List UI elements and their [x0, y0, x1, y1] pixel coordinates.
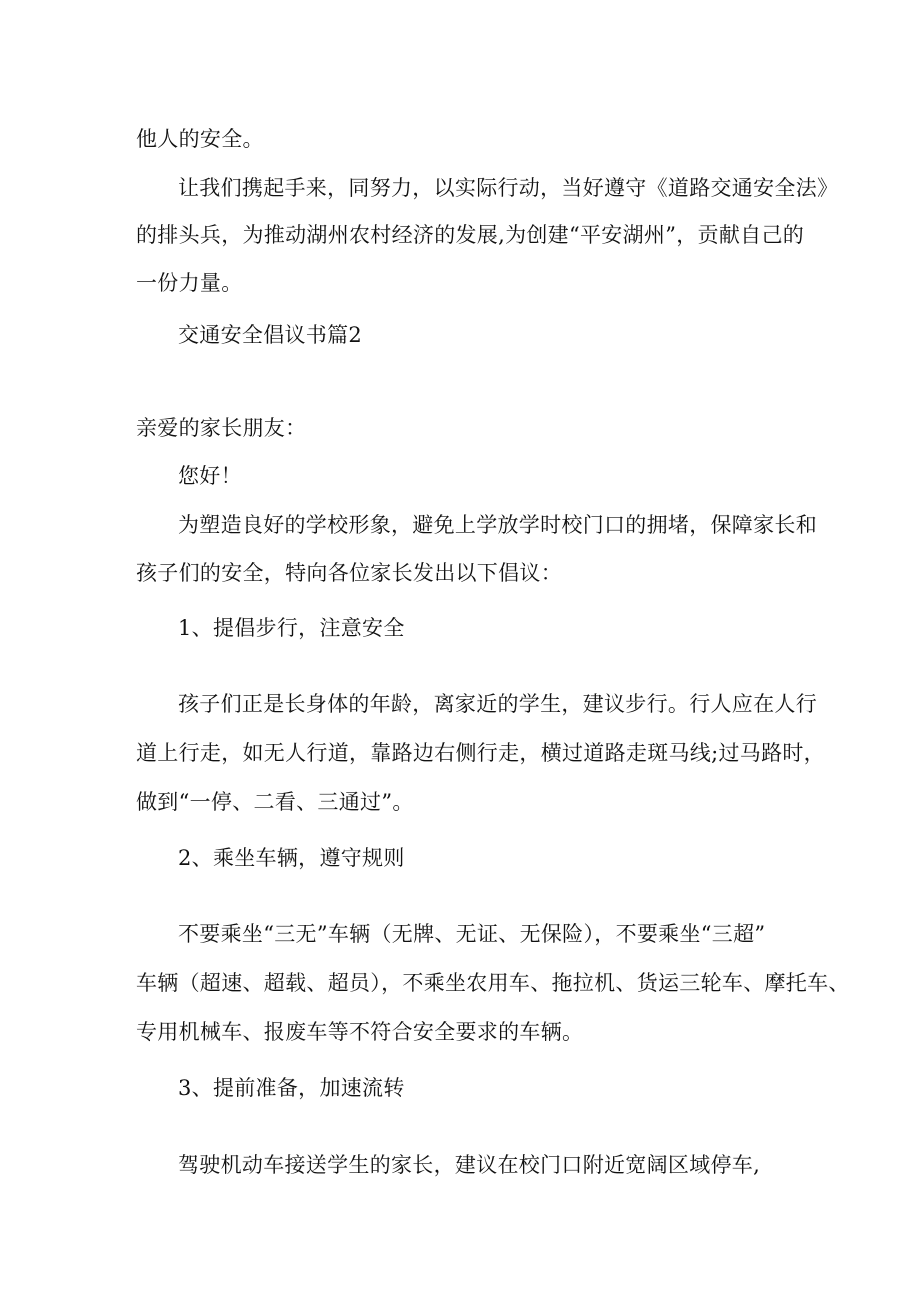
paragraph-line: 孩子们正是长身体的年龄，离家近的学生，建议步行。行人应在人行: [178, 692, 817, 716]
paragraph-line: 一份力量。: [136, 271, 243, 295]
paragraph-line: 孩子们的安全，特向各位家长发出以下倡议：: [136, 561, 562, 585]
item-heading: 1、提倡步行，注意安全: [178, 616, 405, 640]
paragraph-line: 的排头兵，为推动湖州农村经济的发展,为创建“平安湖州”，贡献自己的: [136, 223, 805, 247]
paragraph-line: 做到“一停、二看、三通过”。: [136, 790, 414, 814]
paragraph-line: 他人的安全。: [136, 127, 264, 151]
paragraph-line: 车辆（超速、超载、超员），不乘坐农用车、拖拉机、货运三轮车、摩托车、: [136, 971, 850, 995]
salutation: 亲爱的家长朋友：: [136, 416, 307, 440]
paragraph-line: 为塑造良好的学校形象，避免上学放学时校门口的拥堵，保障家长和: [178, 513, 817, 537]
item-heading: 2、乘坐车辆，遵守规则: [178, 846, 405, 870]
paragraph-line: 道上行走，如无人行道，靠路边右侧行走，横过道路走斑马线;过马路时，: [136, 741, 825, 765]
greeting: 您好！: [178, 464, 242, 488]
paragraph-line: 不要乘坐“三无”车辆（无牌、无证、无保险），不要乘坐“三超”: [178, 922, 766, 946]
paragraph-line: 驾驶机动车接送学生的家长，建议在校门口附近宽阔区域停车,: [178, 1153, 761, 1177]
item-heading: 3、提前准备，加速流转: [178, 1076, 405, 1100]
paragraph-line: 让我们携起手来，同努力，以实际行动，当好遵守《道路交通安全法》: [178, 176, 839, 200]
section-title: 交通安全倡议书篇2: [178, 323, 363, 347]
paragraph-line: 专用机械车、报废车等不符合安全要求的车辆。: [136, 1020, 584, 1044]
